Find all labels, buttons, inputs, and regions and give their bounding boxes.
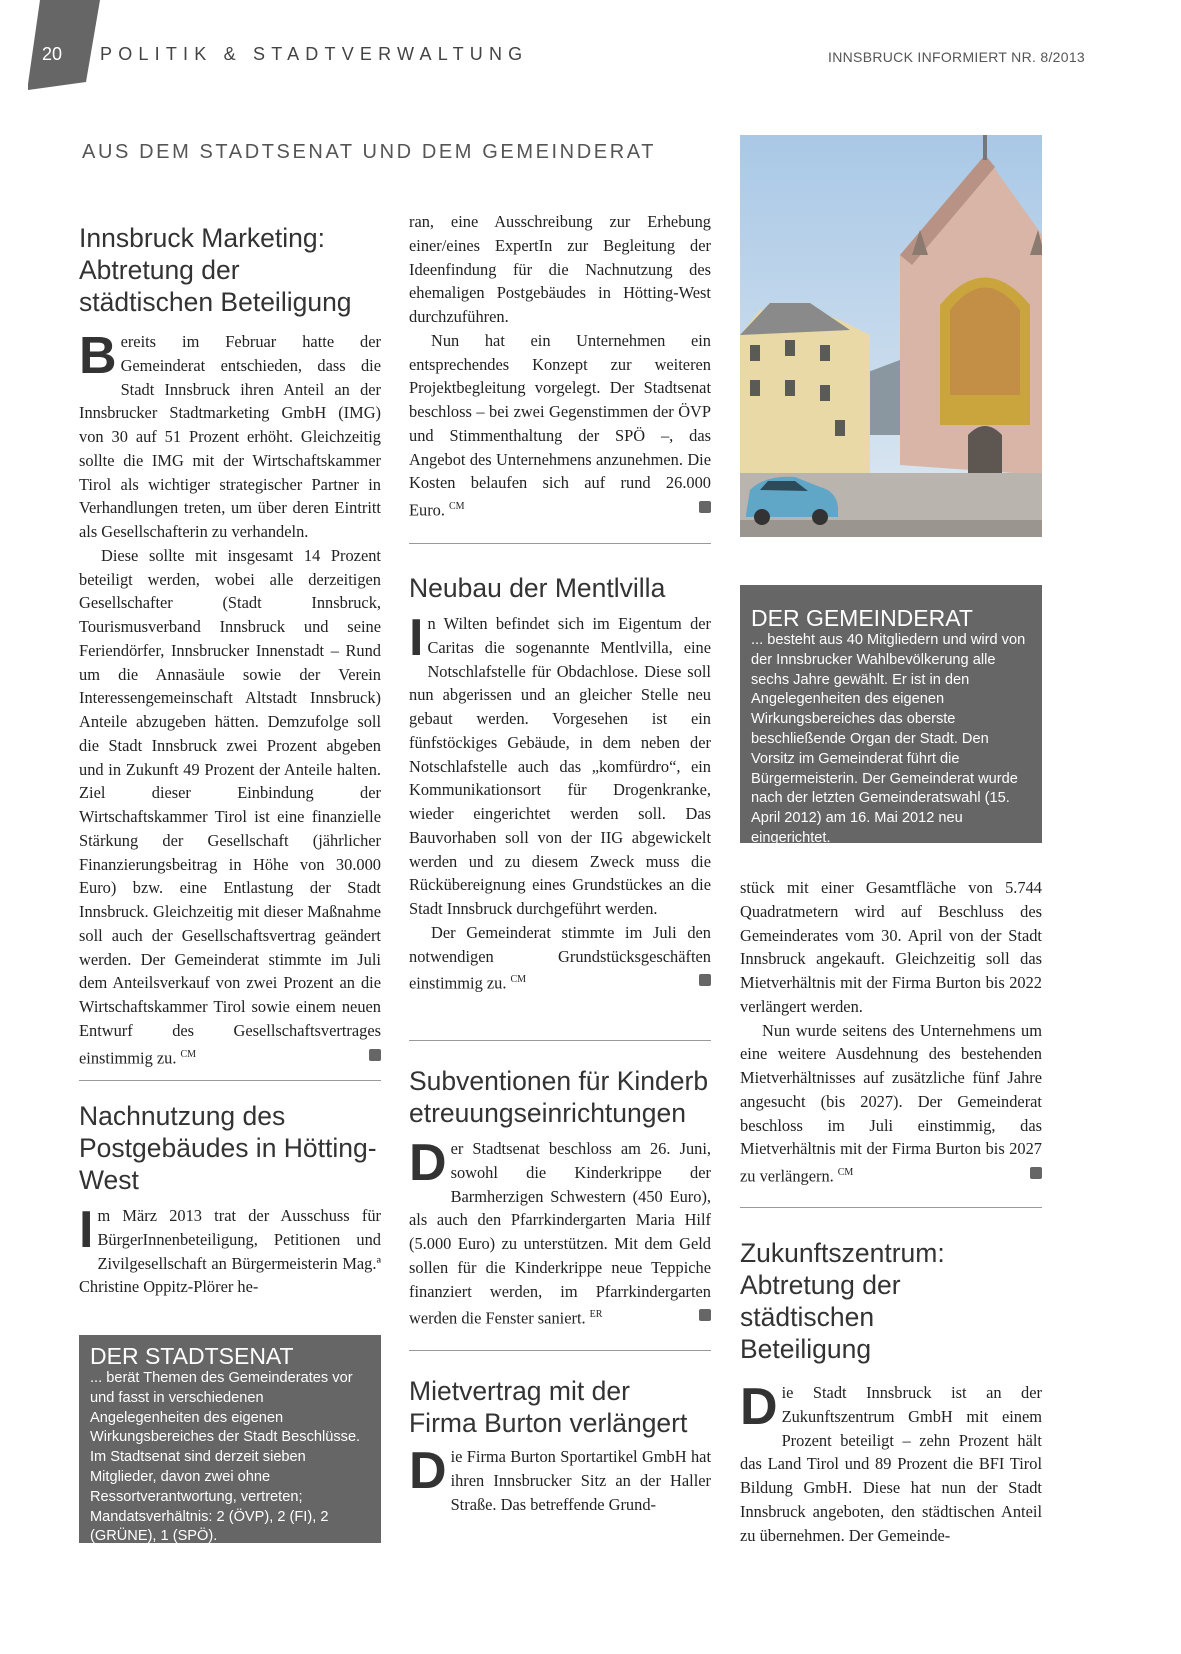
section-title: AUS DEM STADTSENAT UND DEM GEMEINDERAT [82, 141, 657, 163]
article-heading: Nachnutzung des Postgebäudes in Hötting-West [79, 1101, 377, 1195]
article-marketing [79, 222, 381, 1070]
church-photo [740, 135, 1042, 537]
author-initials: ER [589, 1309, 603, 1321]
article-heading: Zukunftszentrum: Abtretung der städtischen Beteiligung [740, 1238, 945, 1364]
page-tab-shape [28, 0, 100, 90]
article-burton-cont [740, 876, 1042, 1188]
infobox-text: ... besteht aus 40 Mitgliedern und wird von der Innsbrucker Wahlbevölkerung alle sechs Jahre gewählt. Er ist in den Angelegenheiten des eigenen Wirkungsbereiches das oberste beschließende Organ der Stadt. Den Vorsitz im Gemeinderat führt die Bürgermeisterin. Der Gemeinderat wurde nach der letzten Gemeinderatswahl (15. April 2012) am 16. Mai 2012 neu eingerichtet. [751, 632, 1026, 846]
end-mark-icon [699, 501, 711, 513]
divider [409, 1350, 711, 1351]
article-paragraph: In Wilten befindet sich im Eigentum der Caritas die sogenannte Mentlvilla, eine Notschlafstelle für Obdachlose. Diese soll nun abgerissen und an gleicher Stelle neu gebaut werden. Vorgesehen ist ein fünfstöckiges Gebäude, in dem neben der Notschlafstelle auch das „komfürdro“, ein Kommunikationsort für Drogenkranke, wieder eingerichtet werden soll. Das Bauvorhaben soll von der IIG abgewickelt werden und zu diesem Zweck muss die Rückübereignung eines Grundstückes an die Stadt Innsbruck durchgeführt werden. [409, 609, 711, 918]
article-paragraph: Die Firma Burton Sportartikel GmbH hat ihren Innsbrucker Sitz an der Haller Straße. Das betreffende Grund- [409, 1442, 711, 1514]
infobox-gemeinderat [740, 585, 1042, 846]
end-mark-icon [1030, 1167, 1042, 1179]
infobox-text: ... berät Themen des Gemeinderates vor und fasst in verschiedenen Angelegenheiten des eigenen Wirkungsbereiches der Stadt Beschlüsse. Im Stadtsenat sind derzeit sieben Mitglieder, davon zwei ohne Ressortverantwortung, vertreten; Mandatsverhältnis: 2 (ÖVP), 2 (FI), 2 (GRÜNE), 1 (SPÖ). [90, 1370, 361, 1545]
end-mark-icon [369, 1049, 381, 1061]
article-heading: Innsbruck Marketing: Abtretung der städtischen Beteiligung [79, 223, 352, 317]
drop-cap: D [409, 1134, 447, 1192]
article-paragraph: Bereits im Februar hatte der Gemeinderat entschieden, dass die Stadt Innsbruck ihren Anteil an der Innsbrucker Stadtmarketing GmbH (IMG) von 30 auf 51 Prozent erhöht. Gleichzeitig sollte die IMG mit der Wirtschaftskammer Tirol als wichtiger strategischer Partner in Verhandlungen treten, um über deren Eintritt als Gesellschafterin zu verhandeln. [79, 327, 381, 541]
article-heading: Neubau der Mentlvilla [409, 573, 666, 603]
article-postgebaeude [79, 1100, 381, 1299]
drop-cap: B [79, 327, 117, 385]
article-paragraph: Der Gemeinderat stimmte im Juli den notwendigen Grundstücksgeschäften einstimmig zu. $^{CM}$ [409, 922, 711, 993]
divider [409, 543, 711, 544]
drop-cap: D [409, 1442, 447, 1500]
article-paragraph: ran, eine Ausschreibung zur Erhebung einer/eines ExpertIn zur Begleitung der Ideenfindung für die Nachnutzung des ehemaligen Postgebäudes in Hötting-West durchzuführen. [409, 212, 711, 326]
author-initials: CM [510, 974, 526, 986]
article-postgebaeude-cont [409, 210, 711, 522]
infobox-title: DER GEMEINDERAT [751, 605, 973, 631]
infobox-stadtsenat [79, 1335, 381, 1543]
article-paragraph: Die Stadt Innsbruck ist an der Zukunftszentrum GmbH mit einem Prozent beteiligt – zehn Prozent hält das Land Tirol und 89 Prozent die BFI Tirol Bildung GmbH. Diese hat nun der Stadt Innsbruck angeboten, den städtischen Anteil zu übernehmen. Der Gemeinde- [740, 1378, 1042, 1545]
rubric-title: POLITIK & STADTVERWALTUNG [100, 44, 529, 64]
article-subventionen [409, 1065, 711, 1330]
article-burton [409, 1375, 711, 1516]
end-mark-icon [699, 1309, 711, 1321]
infobox-title: DER STADTSENAT [90, 1343, 294, 1369]
divider [740, 1207, 1042, 1208]
end-mark-icon [699, 974, 711, 986]
divider [79, 1080, 381, 1081]
page-number: 20 [42, 44, 63, 64]
article-paragraph: Nun wurde seitens des Unternehmens um eine weitere Ausdehnung des bestehenden Mietverhältnisses auf zusätzliche fünf Jahre angesucht (bis 2027). Der Gemeinderat beschloss im Juli einstimmig, das Mietverhältnis mit der Firma Burton bis 2027 zu verlängern. $^{CM}$ [740, 1020, 1042, 1186]
divider [409, 1040, 711, 1041]
article-paragraph: Der Stadtsenat beschloss am 26. Juni, sowohl die Kinderkrippe der Barmherzigen Schwestern (450 Euro), als auch den Pfarrkindergarten Maria Hilf (5.000 Euro) zu unterstützen. Mit dem Geld sollen für die Kinderkrippe neue Teppiche finanziert werden, im Pfarrkindergarten werden die Fenster saniert. $^{ER}$ [409, 1134, 711, 1328]
drop-cap: D [740, 1378, 778, 1436]
author-initials: CM [837, 1167, 854, 1178]
article-paragraph: Nun hat ein Unternehmen ein entsprechendes Konzept zur weiteren Projektbegleitung vorgelegt. Der Stadtsenat beschloss – bei zwei Gegenstimmen der ÖVP und Stimmenthaltung der SPÖ –, das Angebot des Unternehmens anzunehmen. Die Kosten belaufen sich auf rund 26.000 Euro. $^{CM}$ [409, 330, 711, 520]
article-heading: Subventionen für Kinderbetreuungseinrichtungen [409, 1066, 709, 1128]
article-zukunftszentrum [740, 1237, 1042, 1547]
article-paragraph: Im März 2013 trat der Ausschuss für BürgerInnenbeteiligung, Petitionen und Zivilgesellschaft an Bürgermeisterin Mag.ª Christine Oppitz-Plörer he- [79, 1201, 381, 1297]
author-initials: CM [448, 501, 465, 512]
article-paragraph: Diese sollte mit insgesamt 14 Prozent beteiligt werden, wobei alle derzeitigen Gesellschafter (Stadt Innsbruck, Tourismusverband Innsbruck und seine Feriendörfer, Innsbrucker Innenstadt – Rund um die Annasäule sowie der Verein Interessengemeinschaft Altstadt Innsbruck) Anteile abzugeben hätten. Demzufolge soll die Stadt Innsbruck zwei Prozent abgeben und in Zukunft 49 Prozent der Anteile halten. Ziel dieser Einbindung der Wirtschaftskammer Tirol ist eine finanzielle Stärkung der Gesellschaft (jährlicher Finanzierungsbeitrag in Höhe von 30.000 Euro) bzw. eine Entlastung der Stadt Innsbruck. Gleichzeitig mit dieser Maßnahme soll auch der Gesellschaftsvertrag geändert werden. Der Gemeinderat stimmte im Juli dem Anteilsverkauf von zwei Prozent an die Wirtschaftskammer Tirol sowie einem neuen Entwurf des Gesellschaftsvertrages einstimmig zu. $^{CM}$ [79, 545, 381, 1067]
article-heading: Mietvertrag mit der Firma Burton verlängert [409, 1376, 688, 1438]
drop-cap: I [409, 609, 424, 667]
drop-cap: I [79, 1201, 94, 1259]
article-paragraph: stück mit einer Gesamtfläche von 5.744 Quadratmetern wird auf Beschluss des Gemeinderates vom 30. April von der Stadt Innsbruck angekauft. Gleichzeitig soll das Mietverhältnis mit der Firma Burton bis 2022 verlängert werden. [740, 878, 1042, 1016]
article-mentlvilla [409, 572, 711, 995]
issue-label: INNSBRUCK INFORMIERT NR. 8/2013 [828, 49, 1085, 65]
author-initials: CM [180, 1048, 196, 1060]
